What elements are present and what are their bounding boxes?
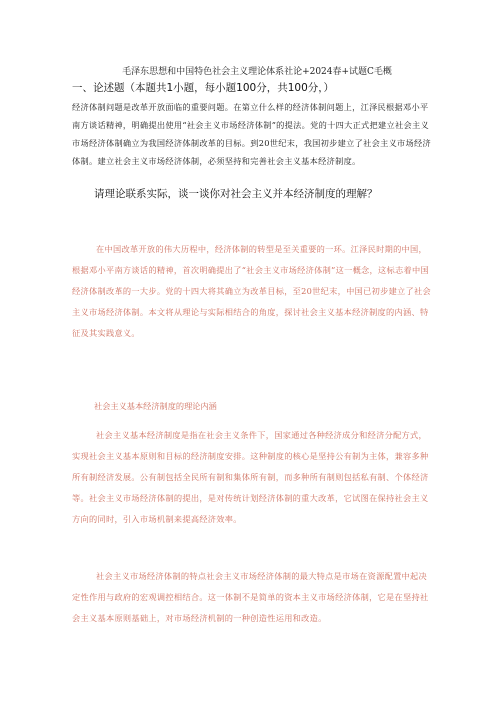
question-text: 请理论联系实际，谈一谈你对社会主义并本经济制度的理解？ [94, 188, 378, 200]
answer-paragraph-3 [72, 566, 434, 629]
answer-paragraph-1-text: 在中国改革开放的伟大历程中，经济体制的转型是至关重要的一环。江泽民时期的中国，根据邓小平南方谈话的精神，首次明确提出了“社会主义市场经济体制”这一概念，这标志着中国经济体制改革的一大步。党的十四大将其确立为改革目标，至20世纪末，中国已初步建立了社会主义市场经济体制。本文将从理论与实际相结合的角度，探讨社会主义基本经济制度的内涵、特征及其实践意义。 [72, 244, 432, 338]
answer-subheading: 社会主义基本经济制度的理论内涵 [94, 401, 217, 411]
document-title: 毛泽东思想和中国特色社会主义理论体系社论+2024春+试题C毛概 [122, 67, 392, 77]
answer-paragraph-2-text: 社会主义基本经济制度是指在社会主义条件下，国家通过各种经济成分和经济分配方式，实现社会主义基本原则和目标的经济制度安排。这种制度的核心是坚持公有制为主体，兼容多种所有制经济发展。公有制包括全民所有制和集体所有制，而多种所有制则包括私有制、个体经济等。社会主义市场经济体制的提出，是对传统计划经济体制的重大改革，它试图在保持社会主义方向的同时，引入市场机制来提高经济效率。 [72, 430, 429, 524]
answer-paragraph-3-text: 社会主义市场经济体制的特点社会主义市场经济体制的最大特点是市场在资源配置中起决定性作用与政府的宏观调控相结合。这一体制不是简单的资本主义市场经济体制，它是在坚持社会主义基本原则基础上，对市场经济机制的一种创造性运用和改造。 [72, 571, 429, 623]
intro-paragraph: 经济体制问题是改革开放面临的重要问题。在第立什么样的经济体制问题上，江泽民根据邓小平南方谈话精神，明确提出使用“社会主义市场经济体制”的提法。党的十四大正式把建立社会主义市场经济体制确立为我国经济体制改革的目标。到20世纪末，我国初步建立了社会主义市场经济体制。建立社会主义市场经济体制，必须坚持和完善社会主义基本经济制度。 [72, 102, 432, 166]
answer-paragraph-2 [72, 425, 434, 530]
answer-paragraph-1 [72, 239, 434, 344]
section-heading: 一、论述题（本题共1小题，每小题100分，共100分，） [72, 82, 335, 94]
